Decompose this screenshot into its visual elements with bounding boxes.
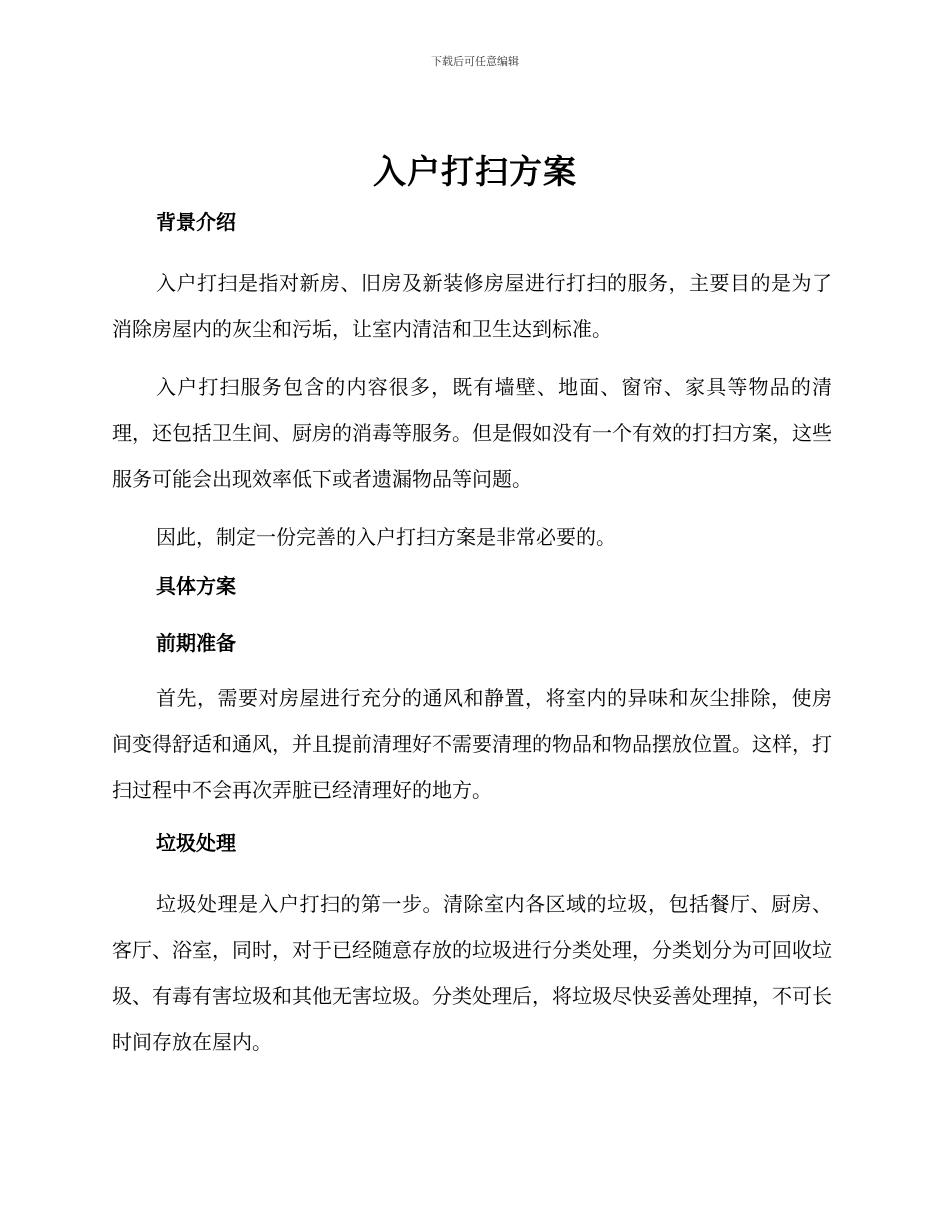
- paragraph-background-1: 入户打扫是指对新房、旧房及新装修房屋进行打扫的服务，主要目的是为了消除房屋内的灰尘和污垢，让室内清洁和卫生达到标准。: [112, 271, 832, 341]
- paragraph-garbage: 垃圾处理是入户打扫的第一步。清除室内各区域的垃圾，包括餐厅、厨房、客厅、浴室，同时，对于已经随意存放的垃圾进行分类处理，分类划分为可回收垃圾、有毒有害垃圾和其他无害垃圾。分类处理后，将垃圾尽快妥善处理掉，不可长时间存放在屋内。: [112, 892, 832, 1054]
- header-note: 下载后可任意编辑: [431, 55, 519, 68]
- paragraph-background-3: 因此，制定一份完善的入户打扫方案是非常必要的。: [156, 525, 616, 549]
- document-title: 入户打扫方案: [373, 152, 577, 191]
- paragraph-preparation: 首先，需要对房屋进行充分的通风和静置，将室内的异味和灰尘排除，使房间变得舒适和通风，并且提前清理好不需要清理的物品和物品摆放位置。这样，打扫过程中不会再次弄脏已经清理好的地方。: [112, 686, 832, 802]
- document-body: [112, 204, 832, 1065]
- section-heading-background: 背景介绍: [156, 210, 236, 234]
- section-heading-plan: 具体方案: [156, 574, 236, 598]
- subsection-heading-garbage: 垃圾处理: [156, 831, 236, 855]
- subsection-heading-preparation: 前期准备: [156, 631, 236, 655]
- paragraph-background-2: 入户打扫服务包含的内容很多，既有墙壁、地面、窗帘、家具等物品的清理，还包括卫生间、厨房的消毒等服务。但是假如没有一个有效的打扫方案，这些服务可能会出现效率低下或者遗漏物品等问题。: [112, 375, 832, 491]
